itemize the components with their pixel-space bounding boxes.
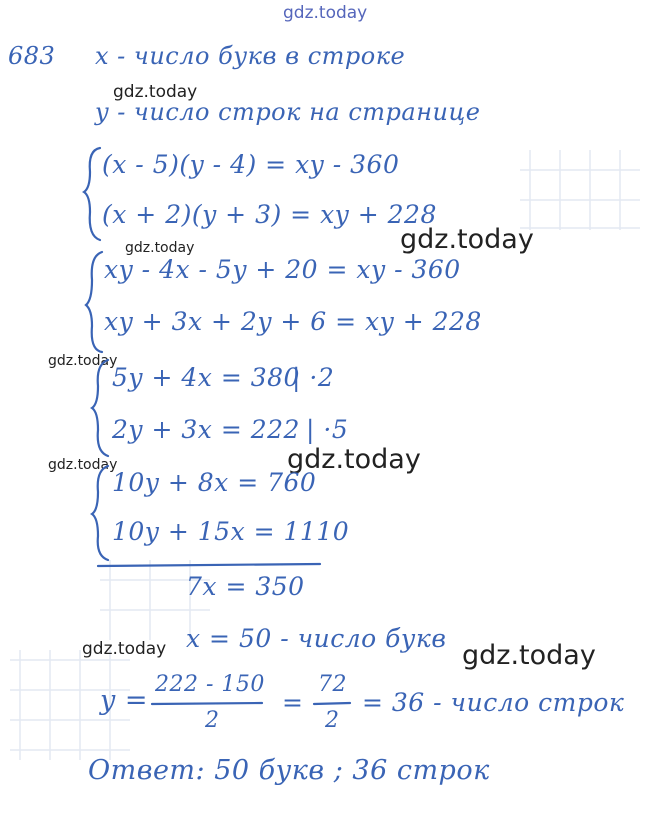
watermark: gdz.today: [462, 640, 596, 671]
difference-result: 7x = 350: [186, 572, 305, 601]
system4-eq1: 10y + 8x = 760: [112, 468, 317, 497]
system4-eq2: 10y + 15x = 1110: [112, 517, 350, 546]
fraction-bar-2: [314, 703, 350, 704]
fraction-bar-1: [152, 703, 262, 704]
variable-y-definition: y - число строк на странице: [95, 98, 481, 126]
watermark: gdz.today: [48, 457, 118, 473]
subtraction-line: [98, 564, 320, 566]
brace-system4: [92, 466, 108, 560]
watermark: gdz.today: [48, 353, 118, 369]
y-equals: =: [282, 688, 304, 717]
brace-system3: [92, 360, 108, 456]
system3-eq2-multiplier: | ·5: [306, 415, 349, 444]
watermark: gdz.today: [400, 224, 534, 255]
y-result-rest: = 36 - число строк: [362, 688, 625, 717]
answer: Ответ: 50 букв ; 36 строк: [88, 755, 490, 786]
system3-eq1-multiplier: | ·2: [292, 363, 335, 392]
watermark: gdz.today: [82, 639, 167, 659]
watermark: gdz.today: [125, 240, 195, 256]
brace-system2: [86, 252, 102, 352]
system2-eq2: xy + 3x + 2y + 6 = xy + 228: [104, 307, 482, 336]
y-fraction2-numerator: 72: [318, 672, 347, 697]
watermark: gdz.today: [287, 444, 421, 475]
x-result: x = 50 - число букв: [186, 624, 447, 653]
y-result-lhs: y =: [100, 685, 148, 716]
system3-eq1: 5y + 4x = 380: [112, 363, 300, 392]
system1-eq2: (x + 2)(y + 3) = xy + 228: [102, 200, 437, 229]
y-fraction1-numerator: 222 - 150: [155, 672, 265, 697]
watermark: gdz.today: [113, 82, 198, 102]
y-fraction1-denominator: 2: [205, 708, 220, 733]
brace-system1: [84, 148, 100, 240]
watermark-top: gdz.today: [283, 3, 368, 23]
system2-eq1: xy - 4x - 5y + 20 = xy - 360: [104, 255, 461, 284]
y-fraction2-denominator: 2: [325, 708, 340, 733]
system1-eq1: (x - 5)(y - 4) = xy - 360: [102, 150, 400, 179]
variable-x-definition: x - число букв в строке: [95, 42, 406, 70]
system3-eq2: 2y + 3x = 222: [112, 415, 300, 444]
problem-number: 683: [8, 42, 56, 70]
